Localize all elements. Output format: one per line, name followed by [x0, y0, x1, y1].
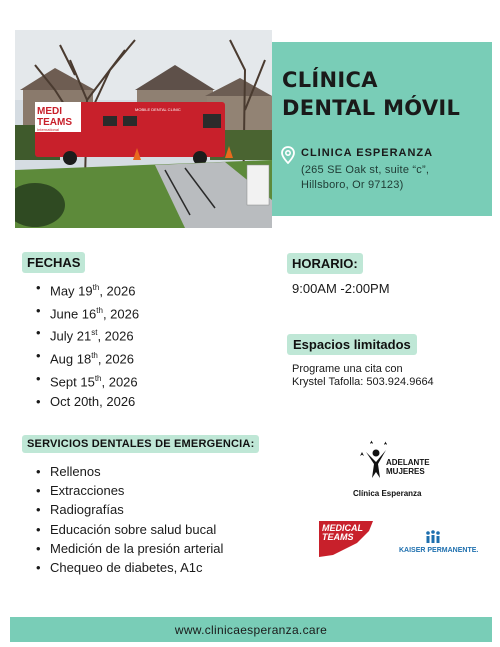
- kaiser-permanente-logo-icon: [425, 530, 441, 544]
- medical-teams-text: MEDICAL TEAMS: [322, 523, 363, 542]
- horario-label: HORARIO:: [287, 253, 363, 274]
- service-item: • Educación sobre salud bucal: [34, 520, 223, 539]
- date-item: • May 19th, 2026: [34, 278, 139, 301]
- espacios-label: Espacios limitados: [287, 334, 417, 355]
- truck-logo-text-1: MEDI: [37, 106, 62, 117]
- service-item: • Extracciones: [34, 481, 223, 500]
- servicios-label: SERVICIOS DENTALES DE EMERGENCIA:: [22, 435, 259, 453]
- clinic-name: CLINICA ESPERANZA: [301, 147, 434, 159]
- appointment-info: [292, 363, 434, 389]
- truck-photo-illustration: [15, 30, 272, 228]
- clinica-esperanza-logo-text: Clínica Esperanza: [353, 489, 422, 498]
- truck-photo: [15, 30, 272, 228]
- service-item: • Rellenos: [34, 462, 223, 481]
- date-item: • Oct 20th, 2026: [34, 392, 139, 411]
- dates-list: [34, 278, 139, 411]
- clinic-address-line-1: (265 SE Oak st, suite “c”,: [301, 164, 430, 176]
- kaiser-permanente-text: KAISER PERMANENTE.: [399, 547, 479, 554]
- website-link[interactable]: www.clinicaesperanza.care: [174, 623, 328, 637]
- service-item: • Radiografías: [34, 500, 223, 519]
- fechas-label: FECHAS: [22, 252, 85, 273]
- appointment-line-2: Krystel Tafolla: 503.924.9664: [292, 376, 434, 388]
- date-item: • July 21st, 2026: [34, 323, 139, 346]
- date-item: • June 16th, 2026: [34, 301, 139, 324]
- appointment-line-1: Programe una cita con: [292, 363, 403, 375]
- location-pin-icon: [281, 146, 295, 164]
- footer-bar: [10, 617, 492, 642]
- date-item: • Sept 15th, 2026: [34, 369, 139, 392]
- clinic-address: [301, 163, 429, 193]
- truck-logo-text-3: International: [37, 127, 60, 132]
- title-line-1: CLÍNICA: [282, 68, 378, 92]
- truck-side-text: MOBILE DENTAL CLINIC: [135, 107, 181, 112]
- services-list: [34, 462, 223, 577]
- page-title: [282, 66, 460, 122]
- truck-logo-text-2: TEAMS: [37, 117, 72, 128]
- adelante-mujeres-text: ADELANTE MUJERES: [386, 458, 430, 476]
- service-item: • Medición de la presión arterial: [34, 539, 223, 558]
- title-line-2: DENTAL MÓVIL: [282, 96, 461, 120]
- clinic-address-line-2: Hillsboro, Or 97123): [301, 179, 404, 191]
- service-item: • Chequeo de diabetes, A1c: [34, 558, 223, 577]
- hours-text: 9:00AM -2:00PM: [292, 281, 390, 296]
- title-panel: [272, 42, 492, 216]
- date-item: • Aug 18th, 2026: [34, 346, 139, 369]
